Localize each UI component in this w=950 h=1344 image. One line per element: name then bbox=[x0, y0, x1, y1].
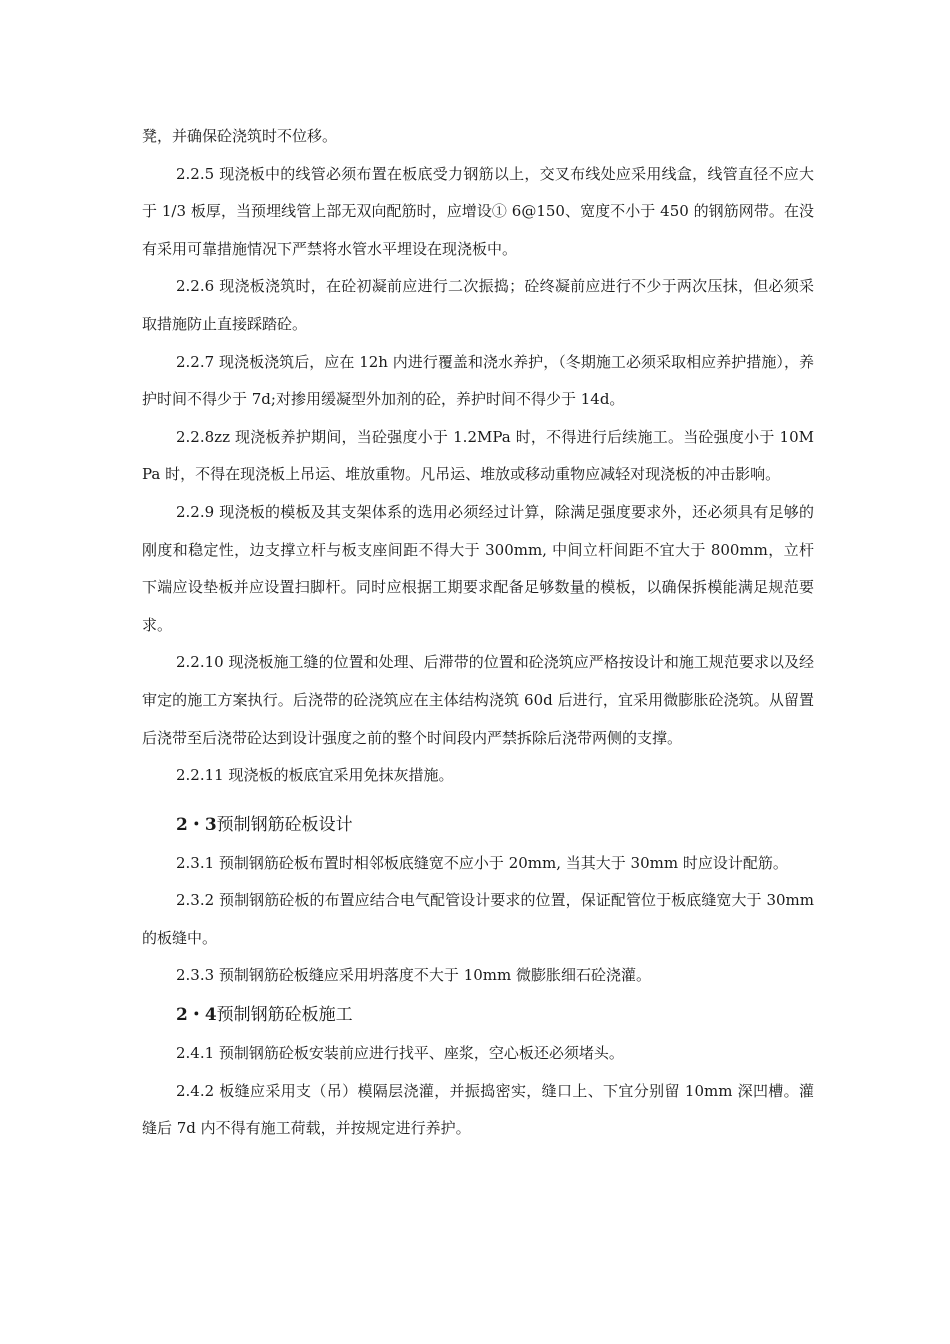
paragraph-2-2-6: 2.2.6 现浇板浇筑时，在砼初凝前应进行二次振捣；砼终凝前应进行不少于两次压抹，但必须采取措施防止直接踩踏砼。 bbox=[142, 277, 814, 333]
paragraph-2-2-7: 2.2.7 现浇板浇筑后，应在 12h 内进行覆盖和浇水养护，（冬期施工必须采取相应养护措施），养护时间不得少于 7d;对掺用缓凝型外加剂的砼，养护时间不得少于 14d。 bbox=[142, 352, 814, 409]
paragraph-continuation: 凳，并确保砼浇筑时不位移。 bbox=[142, 127, 338, 145]
paragraph-2-2-5: 2.2.5 现浇板中的线管必须布置在板底受力钢筋以上，交叉布线处应采用线盒，线管直径不应大于 1/3 板厚，当预埋线管上部无双向配筋时，应增设① 6@150、宽度不小于 450 的钢筋网带。在没有采用可靠措施情况下严禁将水管水平埋设在现浇板中。 bbox=[142, 164, 814, 258]
section-heading-2-3 bbox=[142, 805, 814, 845]
paragraph-2-3-2: 2.3.2 预制钢筋砼板的布置应结合电气配管设计要求的位置，保证配管位于板底缝宽大于 30mm 的板缝中。 bbox=[142, 891, 814, 947]
paragraph-2-2-10: 2.2.10 现浇板施工缝的位置和处理、后滞带的位置和砼浇筑应严格按设计和施工规范要求以及经审定的施工方案执行。后浇带的砼浇筑应在主体结构浇筑 60d 后进行，宜采用微膨胀砼浇筑。从留置后浇带至后浇带砼达到设计强度之前的整个时间段内严禁拆除后浇带两侧的支撑。 bbox=[142, 653, 814, 747]
paragraph-2-2-8: 2.2.8zz 现浇板养护期间，当砼强度小于 1.2MPa 时，不得进行后续施工。当砼强度小于 10MPa 时，不得在现浇板上吊运、堆放重物。凡吊运、堆放或移动重物应减轻对现浇板的冲击影响。 bbox=[142, 427, 814, 484]
paragraph-2-2-9: 2.2.9 现浇板的模板及其支架体系的选用必须经过计算，除满足强度要求外，还必须具有足够的刚度和稳定性，边支撑立杆与板支座间距不得大于 300mm, 中间立杆间距不宜大于 800mm，立杆下端应设垫板并应设置扫脚杆。同时应根据工期要求配备足够数量的模板，以确保拆模能满足规范要求。 bbox=[142, 502, 814, 634]
document-body bbox=[142, 118, 814, 1148]
paragraph-2-3-1: 2.3.1 预制钢筋砼板布置时相邻板底缝宽不应小于 20mm, 当其大于 30mm 时应设计配筋。 bbox=[176, 853, 788, 872]
section-title-2-3: 预制钢筋砼板设计 bbox=[216, 814, 353, 835]
section-number-2-3: 2・3 bbox=[176, 814, 217, 835]
paragraph-2-3-3: 2.3.3 预制钢筋砼板缝应采用坍落度不大于 10mm 微膨胀细石砼浇灌。 bbox=[176, 966, 652, 985]
section-number-2-4: 2・4 bbox=[176, 1005, 217, 1026]
paragraph-2-2-11: 2.2.11 现浇板的板底宜采用免抹灰措施。 bbox=[176, 766, 454, 785]
section-title-2-4: 预制钢筋砼板施工 bbox=[216, 1005, 353, 1026]
paragraph-2-4-2: 2.4.2 板缝应采用支（吊）模隔层浇灌，并振捣密实，缝口上、下宜分别留 10mm 深凹槽。灌缝后 7d 内不得有施工荷载，并按规定进行养护。 bbox=[142, 1081, 814, 1138]
section-heading-2-4 bbox=[142, 995, 814, 1035]
paragraph-2-4-1: 2.4.1 预制钢筋砼板安装前应进行找平、座浆，空心板还必须堵头。 bbox=[176, 1044, 624, 1063]
